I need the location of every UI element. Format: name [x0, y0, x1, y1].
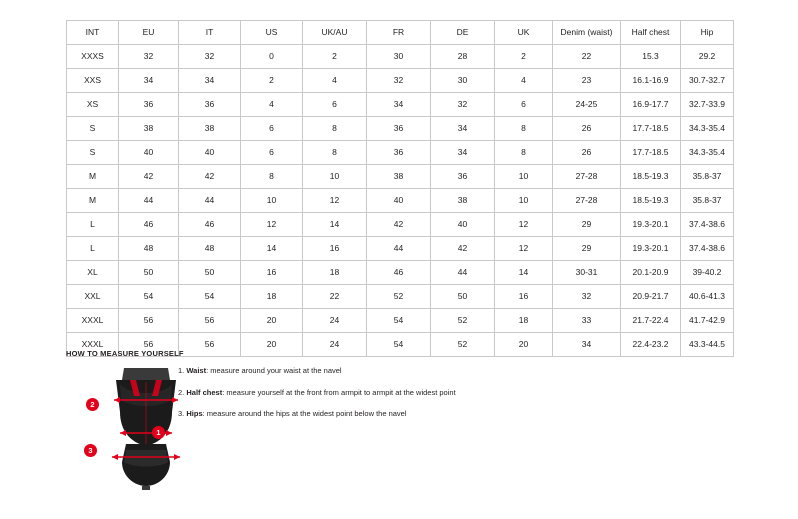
table-row: [67, 117, 734, 141]
cell-half-chest: 15.3: [621, 45, 681, 69]
measure-badge-3: 3: [84, 444, 97, 457]
cell-us: 16: [241, 261, 303, 285]
cell-fr: 34: [367, 93, 431, 117]
cell-de: 42: [431, 237, 495, 261]
cell-hip: 43.3-44.5: [681, 333, 734, 357]
cell-hip: 29.2: [681, 45, 734, 69]
cell-denim-waist: 26: [553, 117, 621, 141]
cell-eu: 46: [119, 213, 179, 237]
cell-hip: 35.8-37: [681, 165, 734, 189]
table-row: [67, 309, 734, 333]
cell-it: 56: [179, 309, 241, 333]
cell-denim-waist: 29: [553, 237, 621, 261]
cell-uk: 14: [495, 261, 553, 285]
step-term-half-chest: Half chest: [186, 387, 223, 397]
size-table: [66, 20, 734, 357]
column-header-int: INT: [67, 21, 119, 45]
cell-int: XS: [67, 93, 119, 117]
table-row: [67, 93, 734, 117]
cell-uk-au: 16: [303, 237, 367, 261]
measure-badge-2: 2: [86, 398, 99, 411]
cell-de: 52: [431, 309, 495, 333]
table-row: [67, 141, 734, 165]
cell-int: S: [67, 117, 119, 141]
cell-us: 14: [241, 237, 303, 261]
cell-uk-au: 24: [303, 333, 367, 357]
cell-hip: 34.3-35.4: [681, 117, 734, 141]
cell-uk-au: 12: [303, 189, 367, 213]
cell-eu: 56: [119, 309, 179, 333]
cell-half-chest: 20.1-20.9: [621, 261, 681, 285]
cell-half-chest: 16.9-17.7: [621, 93, 681, 117]
cell-fr: 36: [367, 117, 431, 141]
cell-fr: 52: [367, 285, 431, 309]
cell-de: 50: [431, 285, 495, 309]
cell-half-chest: 16.1-16.9: [621, 69, 681, 93]
column-header-uk: UK: [495, 21, 553, 45]
step-number-2: 2.: [178, 387, 185, 397]
measure-badge-1: 1: [152, 426, 165, 439]
cell-uk: 10: [495, 165, 553, 189]
cell-denim-waist: 33: [553, 309, 621, 333]
cell-uk-au: 14: [303, 213, 367, 237]
cell-denim-waist: 26: [553, 141, 621, 165]
cell-hip: 32.7-33.9: [681, 93, 734, 117]
cell-hip: 37.4-38.6: [681, 213, 734, 237]
cell-int: XXL: [67, 285, 119, 309]
cell-uk: 20: [495, 333, 553, 357]
cell-uk-au: 24: [303, 309, 367, 333]
step-term-waist: Waist: [186, 366, 207, 375]
cell-half-chest: 18.5-19.3: [621, 189, 681, 213]
cell-eu: 42: [119, 165, 179, 189]
cell-uk-au: 6: [303, 93, 367, 117]
cell-half-chest: 18.5-19.3: [621, 165, 681, 189]
cell-denim-waist: 24-25: [553, 93, 621, 117]
cell-us: 0: [241, 45, 303, 69]
cell-denim-waist: 23: [553, 69, 621, 93]
step-number-3: 3.: [178, 409, 185, 418]
column-header-us: US: [241, 21, 303, 45]
cell-int: XXXL: [67, 309, 119, 333]
step-text-half-chest: : measure yourself at the front from armpit to armpit at the widest point: [222, 387, 456, 397]
table-row: [67, 189, 734, 213]
size-table-head: [67, 21, 734, 45]
table-row: [67, 261, 734, 285]
cell-de: 52: [431, 333, 495, 357]
cell-hip: 41.7-42.9: [681, 309, 734, 333]
column-header-hip: Hip: [681, 21, 734, 45]
cell-it: 56: [179, 333, 241, 357]
cell-int: XL: [67, 261, 119, 285]
step-text-waist: : measure around your waist at the navel: [206, 366, 342, 375]
cell-uk-au: 10: [303, 165, 367, 189]
measure-step-hips: [178, 409, 608, 418]
cell-uk: 16: [495, 285, 553, 309]
cell-fr: 44: [367, 237, 431, 261]
cell-us: 2: [241, 69, 303, 93]
cell-denim-waist: 27-28: [553, 165, 621, 189]
table-row: [67, 285, 734, 309]
cell-eu: 44: [119, 189, 179, 213]
cell-half-chest: 20.9-21.7: [621, 285, 681, 309]
cell-eu: 48: [119, 237, 179, 261]
cell-de: 28: [431, 45, 495, 69]
cell-de: 34: [431, 117, 495, 141]
measure-step-waist: [178, 366, 608, 375]
cell-eu: 34: [119, 69, 179, 93]
cell-hip: 35.8-37: [681, 189, 734, 213]
cell-de: 40: [431, 213, 495, 237]
cell-eu: 38: [119, 117, 179, 141]
cell-us: 20: [241, 333, 303, 357]
cell-uk: 12: [495, 213, 553, 237]
cell-int: L: [67, 237, 119, 261]
table-row: [67, 213, 734, 237]
column-header-uk-au: UK/AU: [303, 21, 367, 45]
cell-de: 34: [431, 141, 495, 165]
column-header-half-chest: Half chest: [621, 21, 681, 45]
cell-eu: 40: [119, 141, 179, 165]
cell-it: 48: [179, 237, 241, 261]
cell-it: 38: [179, 117, 241, 141]
cell-it: 50: [179, 261, 241, 285]
table-row: [67, 165, 734, 189]
cell-half-chest: 17.7-18.5: [621, 117, 681, 141]
cell-eu: 32: [119, 45, 179, 69]
cell-uk: 18: [495, 309, 553, 333]
cell-eu: 36: [119, 93, 179, 117]
cell-int: XXXL: [67, 333, 119, 357]
cell-fr: 38: [367, 165, 431, 189]
cell-uk-au: 22: [303, 285, 367, 309]
cell-hip: 34.3-35.4: [681, 141, 734, 165]
cell-de: 44: [431, 261, 495, 285]
cell-it: 40: [179, 141, 241, 165]
cell-hip: 30.7-32.7: [681, 69, 734, 93]
cell-us: 10: [241, 189, 303, 213]
cell-eu: 54: [119, 285, 179, 309]
cell-us: 12: [241, 213, 303, 237]
cell-uk: 12: [495, 237, 553, 261]
cell-fr: 36: [367, 141, 431, 165]
cell-uk-au: 4: [303, 69, 367, 93]
cell-half-chest: 19.3-20.1: [621, 237, 681, 261]
cell-us: 8: [241, 165, 303, 189]
cell-hip: 37.4-38.6: [681, 237, 734, 261]
cell-it: 44: [179, 189, 241, 213]
cell-uk-au: 18: [303, 261, 367, 285]
cell-it: 54: [179, 285, 241, 309]
cell-us: 18: [241, 285, 303, 309]
cell-us: 6: [241, 141, 303, 165]
cell-denim-waist: 34: [553, 333, 621, 357]
table-row: [67, 237, 734, 261]
cell-eu: 50: [119, 261, 179, 285]
cell-fr: 40: [367, 189, 431, 213]
step-text-hips: : measure around the hips at the widest point below the navel: [202, 409, 407, 418]
step-term-hips: Hips: [186, 409, 203, 418]
cell-uk: 2: [495, 45, 553, 69]
cell-de: 36: [431, 165, 495, 189]
cell-hip: 40.6-41.3: [681, 285, 734, 309]
cell-denim-waist: 30-31: [553, 261, 621, 285]
cell-fr: 42: [367, 213, 431, 237]
table-row: [67, 69, 734, 93]
cell-fr: 32: [367, 69, 431, 93]
cell-half-chest: 21.7-22.4: [621, 309, 681, 333]
cell-hip: 39-40.2: [681, 261, 734, 285]
cell-us: 4: [241, 93, 303, 117]
cell-half-chest: 19.3-20.1: [621, 213, 681, 237]
cell-uk: 6: [495, 93, 553, 117]
cell-int: XXXS: [67, 45, 119, 69]
column-header-fr: FR: [367, 21, 431, 45]
cell-fr: 54: [367, 333, 431, 357]
measure-steps: [178, 366, 608, 431]
cell-it: 46: [179, 213, 241, 237]
how-to-measure-title: HOW TO MEASURE YOURSELF: [66, 349, 184, 358]
cell-denim-waist: 32: [553, 285, 621, 309]
table-row: [67, 45, 734, 69]
cell-denim-waist: 27-28: [553, 189, 621, 213]
measure-step-half-chest: [178, 388, 608, 397]
step-number-1: 1.: [178, 366, 185, 375]
column-header-it: IT: [179, 21, 241, 45]
table-header-row: [67, 21, 734, 45]
size-table-container: [66, 20, 733, 357]
cell-uk: 8: [495, 141, 553, 165]
cell-it: 42: [179, 165, 241, 189]
cell-uk: 4: [495, 69, 553, 93]
cell-eu: 56: [119, 333, 179, 357]
cell-int: L: [67, 213, 119, 237]
cell-de: 38: [431, 189, 495, 213]
cell-it: 34: [179, 69, 241, 93]
cell-uk: 10: [495, 189, 553, 213]
cell-half-chest: 22.4-23.2: [621, 333, 681, 357]
cell-us: 6: [241, 117, 303, 141]
cell-denim-waist: 29: [553, 213, 621, 237]
cell-it: 32: [179, 45, 241, 69]
cell-fr: 46: [367, 261, 431, 285]
cell-de: 32: [431, 93, 495, 117]
cell-half-chest: 17.7-18.5: [621, 141, 681, 165]
column-header-denim-waist: Denim (waist): [553, 21, 621, 45]
cell-uk-au: 2: [303, 45, 367, 69]
cell-de: 30: [431, 69, 495, 93]
column-header-de: DE: [431, 21, 495, 45]
cell-int: XXS: [67, 69, 119, 93]
column-header-eu: EU: [119, 21, 179, 45]
size-table-body: [67, 45, 734, 357]
cell-int: S: [67, 141, 119, 165]
cell-fr: 30: [367, 45, 431, 69]
cell-uk: 8: [495, 117, 553, 141]
cell-int: M: [67, 165, 119, 189]
cell-denim-waist: 22: [553, 45, 621, 69]
cell-uk-au: 8: [303, 141, 367, 165]
cell-fr: 54: [367, 309, 431, 333]
cell-uk-au: 8: [303, 117, 367, 141]
cell-int: M: [67, 189, 119, 213]
cell-it: 36: [179, 93, 241, 117]
cell-us: 20: [241, 309, 303, 333]
